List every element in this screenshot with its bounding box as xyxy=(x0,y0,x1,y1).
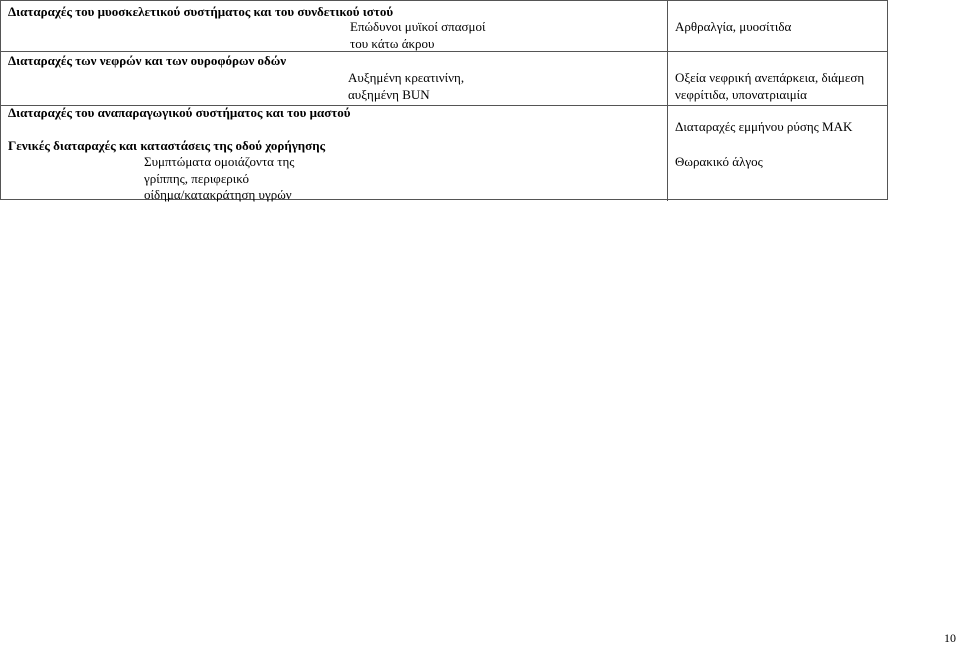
row-divider xyxy=(1,51,888,52)
mid-reaction-line: γρίππης, περιφερικό xyxy=(144,171,250,186)
mid-reaction-line: Επώδυνοι μυϊκοί σπασμοί xyxy=(350,19,486,34)
section-heading-renal: Διαταραχές των νεφρών και των ουροφόρων οδών xyxy=(8,53,287,68)
right-reaction-line: Διαταραχές εμμήνου ρύσης ΜΑΚ xyxy=(675,119,853,134)
section-heading-general: Γενικές διαταραχές και καταστάσεις της οδού χορήγησης xyxy=(8,138,326,153)
mid-reaction-line: Συμπτώματα ομοιάζοντα της xyxy=(144,154,295,169)
mid-reaction-line: Αυξημένη κρεατινίνη, xyxy=(348,70,465,85)
adverse-reactions-table xyxy=(0,0,888,200)
page-number: 10 xyxy=(944,631,956,645)
mid-reaction-line: αυξημένη BUN xyxy=(348,87,430,102)
mid-reaction-line: οίδημα/κατακράτηση υγρών xyxy=(144,187,292,202)
right-reaction-line: Αρθραλγία, μυοσίτιδα xyxy=(675,19,792,34)
right-reaction-line: Οξεία νεφρική ανεπάρκεια, διάμεση xyxy=(675,70,865,85)
right-reaction-line: Θωρακικό άλγος xyxy=(675,154,763,169)
right-reaction-line: νεφρίτιδα, υπονατριαιμία xyxy=(675,87,807,102)
mid-reaction-line: του κάτω άκρου xyxy=(350,36,435,51)
column-divider xyxy=(667,1,668,201)
section-heading-musculoskeletal: Διαταραχές του μυοσκελετικού συστήματος και του συνδετικού ιστού xyxy=(8,4,394,19)
section-heading-reproductive: Διαταραχές του αναπαραγωγικού συστήματος και του μαστού xyxy=(8,105,351,120)
